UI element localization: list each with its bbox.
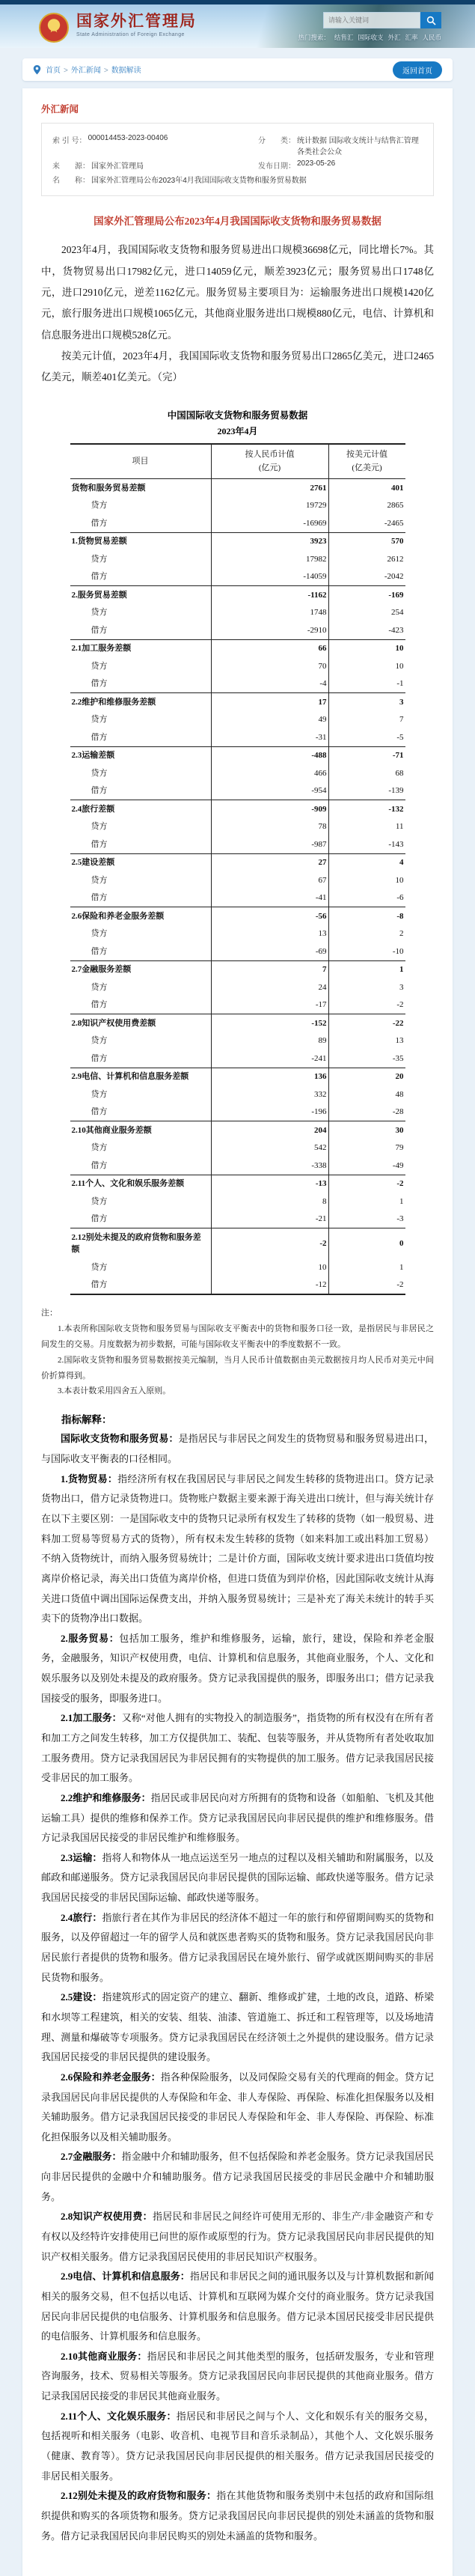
definition-term: 2.3运输：	[61, 1851, 102, 1863]
site-banner	[0, 4, 475, 48]
table-row	[70, 532, 405, 550]
hot-search-item[interactable]: 外汇	[387, 34, 401, 41]
definition-term: 2.5建设：	[61, 1991, 102, 2003]
definition-text: 指将人和物体从一地点运送至另一地点的过程以及相关辅助和附属服务，以及邮政和邮递服务。贷方记录我国居民向非居民提供的国际运输、邮政快递等服务。借方记录我国居民接受的非居民国际运输、邮政快递等服务。	[41, 1851, 434, 1904]
row-usd-value: 20	[328, 1068, 405, 1085]
row-item-label: 2.4旅行差额	[70, 800, 212, 818]
row-item-label: 借方	[70, 728, 212, 746]
row-rmb-value: -17	[211, 996, 328, 1014]
breadcrumb	[46, 63, 141, 76]
row-item-label: 2.3运输差额	[70, 746, 212, 764]
table-row	[70, 889, 405, 907]
definition-text: 指建筑形式的固定资产的建立、翻新、维修或扩建，土地的改良，道路、桥梁和水坝等工程建筑，相关的安装、组装、油漆、管道施工、拆迁和工程管理等，以及场地清理、测量和爆破等专项服务。贷方记录我国居民在经济领土之外提供的建设服务。借方记录我国居民接受的非居民提供的建设服务。	[41, 1991, 434, 2063]
notes-list	[41, 1321, 434, 1399]
table-row	[70, 639, 405, 657]
row-usd-value: -6	[396, 893, 404, 903]
breadcrumb-item[interactable]: 首页	[46, 67, 61, 75]
hot-search-item[interactable]: 国际收支	[358, 34, 384, 41]
row-rmb-value: 70	[211, 657, 328, 675]
row-item-label: 2.7金融服务差额	[70, 960, 212, 978]
row-usd-value: 0	[328, 1228, 405, 1259]
document-meta-box	[41, 123, 434, 196]
meta-source-label: 来 源：	[52, 162, 90, 171]
row-item-label: 2.10其他商业服务差额	[70, 1121, 212, 1139]
table-row	[70, 693, 405, 711]
row-item-label: 贷方	[70, 1085, 212, 1103]
definition-term: 2.12别处未提及的政府货物和服务：	[61, 2490, 217, 2502]
row-item-label: 2.2维护和维修服务差额	[70, 693, 212, 711]
definition-text: 指经济所有权在我国居民与非居民之间发生转移的货物进出口。贷方记录货物出口，借方记录货物进口。货物账户数据主要来源于海关进出口统计，但与海关统计存在以下主要区别：一是国际收支中的货物只记录所有权发生了转移的货物（如一般贸易、进料加工贸易等贸易方式的货物），所有权未发生转移的货物（如来料加工或出料加工贸易）不纳入货物统计，而纳入服务贸易统计；二是计价方面，国际收支统计要求进出口货值均按离岸价格记录，海关出口货值为离岸价格，但进口货值为到岸价格，因此国际收支统计从海关进口货值中调出国际运保费支出，并纳入服务贸易统计；三是补充了海关未统计的转手买卖下的货物净出口数据。	[41, 1473, 434, 1625]
table-row	[70, 497, 405, 515]
meta-category-label: 分 类：	[258, 137, 295, 145]
table-row	[70, 764, 405, 782]
row-usd-value: -2042	[384, 572, 404, 582]
row-item-label: 2.8知识产权使用费差额	[70, 1014, 212, 1032]
table-row	[70, 996, 405, 1014]
definition-text: 指各种保险服务，以及同保险交易有关的代理商的佣金。贷方记录我国居民向非居民提供的人寿保险和年金、非人寿保险、再保险、标准化担保服务以及相关辅助服务。借方记录我国居民接受的非居民人寿保险和年金、非人寿保险、再保险、标准化担保服务以及相关辅助服务。	[41, 2071, 434, 2143]
row-item-label: 贷方	[70, 925, 212, 943]
table-title: 中国国际收支货物和服务贸易数据	[167, 409, 308, 421]
table-row	[70, 1228, 405, 1259]
row-rmb-value: -488	[211, 746, 328, 764]
table-row	[70, 925, 405, 943]
definition-text: 是指居民与非居民之间发生的货物贸易和服务贸易进出口，与国际收支平衡表的口径相同。	[41, 1433, 434, 1465]
row-item-label: 贷方	[70, 550, 212, 568]
definition-term: 2.8知识产权使用费：	[61, 2211, 153, 2223]
row-item-label: 借方	[70, 782, 212, 800]
row-rmb-value: -69	[211, 943, 328, 960]
row-usd-value: -28	[392, 1107, 404, 1117]
row-rmb-value: -338	[211, 1157, 328, 1175]
definition-text: 指居民和非居民之间的通讯服务以及与计算机数据和新闻相关的服务交易，但不包括以电话、计算机和互联网为媒介交付的商业服务。贷方记录我国居民向非居民提供的电信服务、计算机服务和信息服务。借方记录本国居民接受非居民提供的电信服务、计算机服务和信息服务。	[41, 2271, 434, 2342]
table-row	[70, 621, 405, 639]
row-item-label: 贷方	[70, 818, 212, 836]
table-row	[70, 711, 405, 729]
row-rmb-value: 3923	[211, 532, 328, 550]
row-item-label: 借方	[70, 943, 212, 960]
row-item-label: 贷方	[70, 1139, 212, 1157]
row-usd-value: 4	[328, 853, 405, 871]
row-rmb-value: 27	[211, 853, 328, 871]
row-rmb-value: -152	[211, 1014, 328, 1032]
row-usd-value: 1	[399, 1196, 404, 1206]
row-rmb-value: 66	[211, 639, 328, 657]
row-usd-value: -71	[328, 746, 405, 764]
row-item-label: 贷方	[70, 871, 212, 889]
table-row	[70, 1103, 405, 1121]
row-item-label: 贷方	[70, 604, 212, 622]
row-usd-value: 254	[391, 608, 404, 618]
site-title: 国家外汇管理局	[76, 13, 197, 30]
col-header-usd: 按美元计值 (亿美元)	[328, 444, 405, 479]
section-title: 外汇新闻	[41, 104, 79, 115]
row-rmb-value: 466	[211, 764, 328, 782]
definition-term: 2.1加工服务：	[61, 1712, 122, 1724]
row-rmb-value: -21	[211, 1211, 328, 1228]
hot-search-list	[330, 34, 441, 41]
note-item: 2.国际收支货物和服务贸易数据按美元编制，当月人民币计值数据由美元数据按月均人民币对美元中间价折算得到。	[41, 1355, 434, 1380]
row-usd-value: 2612	[387, 554, 404, 564]
note-item: 3.本表计数采用四舍五入原则。	[58, 1386, 171, 1396]
row-rmb-value: 17	[211, 693, 328, 711]
content-card	[22, 88, 453, 2576]
article-body	[41, 240, 434, 388]
meta-category	[258, 134, 423, 156]
row-rmb-value: -14059	[211, 568, 328, 586]
row-item-label: 贷方	[70, 497, 212, 515]
row-usd-value: -35	[392, 1053, 404, 1063]
meta-index-label: 索 引 号：	[52, 137, 87, 145]
row-item-label: 2.12别处未提及的政府货物和服务差额	[70, 1228, 212, 1259]
definition-item	[41, 1988, 434, 2068]
row-rmb-value: 13	[211, 925, 328, 943]
row-rmb-value: 10	[211, 1258, 328, 1276]
definition-text: 包括加工服务，维护和维修服务，运输，旅行，建设，保险和养老金服务，金融服务，知识产权使用费，电信、计算机和信息服务，其他商业服务，个人、文化和娱乐服务以及别处未提及的政府服务。贷方记录我国提供的服务，即服务出口；借方记录我国接受的服务，即服务进口。	[41, 1632, 434, 1704]
definition-item	[41, 1429, 434, 1469]
row-rmb-value: 542	[211, 1139, 328, 1157]
definition-item	[41, 1470, 434, 1629]
row-item-label: 借方	[70, 514, 212, 532]
row-usd-value: -2465	[384, 518, 404, 528]
location-pin-icon	[33, 65, 41, 75]
row-usd-value: -22	[328, 1014, 405, 1032]
trade-table-body	[70, 479, 405, 1295]
row-rmb-value: 332	[211, 1085, 328, 1103]
table-row	[70, 514, 405, 532]
table-row	[70, 586, 405, 604]
definition-text: 指金融中介和辅助服务，但不包括保险和养老金服务。贷方记录我国居民向非居民提供的金融中介和辅助服务。借方记录我国居民接受的非居民金融中介和辅助服务。	[41, 2151, 434, 2202]
hot-search-item[interactable]: 结售汇	[334, 34, 354, 41]
row-usd-value: 3	[328, 693, 405, 711]
definition-item	[41, 1708, 434, 1788]
col-header-item: 项目	[70, 444, 212, 479]
row-rmb-value: -2910	[211, 621, 328, 639]
table-row	[70, 1211, 405, 1228]
row-item-label: 2.11个人、文化和娱乐服务差额	[70, 1175, 212, 1193]
row-usd-value: 10	[395, 875, 404, 885]
row-item-label: 货物和服务贸易差额	[70, 479, 212, 497]
row-rmb-value: -41	[211, 889, 328, 907]
table-row	[70, 1193, 405, 1211]
row-usd-value: -1	[396, 679, 404, 689]
row-usd-value: -169	[328, 586, 405, 604]
meta-date-label: 发布日期：	[258, 162, 295, 171]
table-row	[70, 943, 405, 960]
row-usd-value: 570	[328, 532, 405, 550]
definition-text: 指旅行者在其作为非居民的经济体不超过一年的旅行和停留期间购买的货物和服务，以及停留超过一年的留学人员和就医患者购买的货物和服务。贷方记录我国居民向非居民旅行者提供的货物和服务。借方记录我国居民在境外旅行、留学或就医期间购买的非居民货物和服务。	[41, 1911, 434, 1983]
table-row	[70, 978, 405, 996]
table-row	[70, 871, 405, 889]
table-row	[70, 853, 405, 871]
table-row	[70, 1014, 405, 1032]
row-usd-value: 11	[395, 822, 404, 832]
breadcrumb-item[interactable]: 外汇新闻	[70, 67, 101, 75]
definition-term: 2.7金融服务：	[61, 2151, 122, 2163]
notes-block	[41, 1306, 434, 1399]
row-item-label: 2.1加工服务差额	[70, 639, 212, 657]
row-rmb-value: -31	[211, 728, 328, 746]
table-subtitle: 2023年4月	[217, 425, 258, 436]
row-item-label: 2.服务贸易差额	[70, 586, 212, 604]
row-item-label: 贷方	[70, 657, 212, 675]
row-rmb-value: -16969	[211, 514, 328, 532]
table-row	[70, 1276, 405, 1295]
row-rmb-value: -4	[211, 675, 328, 693]
row-rmb-value: 8	[211, 1193, 328, 1211]
row-rmb-value: 78	[211, 818, 328, 836]
definition-item	[41, 1848, 434, 1908]
table-header-row	[70, 444, 405, 479]
row-usd-value: -2	[396, 1280, 404, 1290]
definition-term: 2.11个人、文化娱乐服务：	[61, 2410, 177, 2422]
definition-term: 2.2维护和维修服务：	[61, 1791, 151, 1803]
row-item-label: 借方	[70, 675, 212, 693]
row-item-label: 贷方	[70, 1032, 212, 1050]
article-paragraph: 按美元计值，2023年4月，我国国际收支货物和服务贸易出口2865亿美元，进口2465亿美元，顺差401亿美元。（完）	[41, 350, 434, 383]
row-rmb-value: 49	[211, 711, 328, 729]
row-item-label: 借方	[70, 835, 212, 853]
hot-search-item[interactable]: 人民币	[422, 34, 441, 41]
search-button[interactable]	[420, 12, 441, 28]
row-item-label: 1.货物贸易差额	[70, 532, 212, 550]
row-rmb-value: -954	[211, 782, 328, 800]
row-usd-value: -10	[392, 946, 404, 956]
definition-item	[41, 2486, 434, 2546]
row-rmb-value: 67	[211, 871, 328, 889]
row-usd-value: 3	[399, 982, 404, 992]
definition-term: 2.9电信、计算机和信息服务：	[61, 2271, 190, 2283]
row-item-label: 借方	[70, 1276, 212, 1295]
table-row	[70, 657, 405, 675]
row-rmb-value: -2	[211, 1228, 328, 1259]
row-usd-value: 2	[399, 929, 404, 939]
row-rmb-value: -1162	[211, 586, 328, 604]
row-usd-value: -49	[392, 1160, 404, 1170]
definition-item	[41, 2207, 434, 2267]
meta-source	[52, 159, 258, 171]
definition-term: 2.10其他商业服务：	[61, 2350, 147, 2362]
table-row	[70, 604, 405, 622]
row-rmb-value: 89	[211, 1032, 328, 1050]
row-item-label: 贷方	[70, 1258, 212, 1276]
table-row	[70, 818, 405, 836]
meta-category-value: 统计数据 国际收支统计与结售汇管理 各类社会公众	[297, 137, 419, 156]
table-row	[70, 1085, 405, 1103]
article-paragraph: 2023年4月，我国国际收支货物和服务贸易进出口规模36698亿元，同比增长7%。其中，货物贸易出口17982亿元，进口14059亿元，顺差3923亿元；服务贸易出口1748亿元，进口2910亿元，逆差1162亿元。服务贸易主要项目为：运输服务进出口规模1420亿元，旅行服务进出口规模1065亿元，其他商业服务进出口规模880亿元，电信、计算机和信息服务进出口规模528亿元。	[41, 244, 434, 341]
site-brand	[76, 12, 197, 37]
row-usd-value: 13	[395, 1036, 404, 1046]
row-usd-value: 1	[328, 960, 405, 978]
table-row	[70, 960, 405, 978]
definition-item	[41, 1908, 434, 1988]
table-row	[70, 746, 405, 764]
table-row	[70, 728, 405, 746]
definition-text: 指在其他货物和服务类别中未包括的政府和国际组织提供和购买的各项货物和服务。贷方记录我国居民向非居民提供的别处未涵盖的货物和服务。借方记录我国居民向非居民购买的别处未涵盖的货物和服务。	[41, 2490, 434, 2542]
table-row	[70, 800, 405, 818]
row-usd-value: -3	[396, 1214, 404, 1224]
row-item-label: 借方	[70, 568, 212, 586]
meta-name	[52, 174, 307, 185]
row-rmb-value: -241	[211, 1050, 328, 1068]
row-rmb-value: 19729	[211, 497, 328, 515]
row-rmb-value: -13	[211, 1175, 328, 1193]
definition-item	[41, 1629, 434, 1709]
row-rmb-value: 24	[211, 978, 328, 996]
definition-item	[41, 2267, 434, 2347]
row-usd-value: 10	[328, 639, 405, 657]
row-usd-value: -423	[388, 625, 404, 635]
meta-date	[258, 159, 335, 171]
row-item-label: 借方	[70, 621, 212, 639]
meta-source-value: 国家外汇管理局	[91, 162, 144, 171]
definition-term: 2.服务贸易：	[61, 1632, 120, 1644]
note-item: 1.本表所称国际收支货物和服务贸易与国际收支平衡表中的货物和服务口径一致，是指居民与非居民之间发生的交易。月度数据为初步数据，可能与国际收支平衡表中的季度数据不一致。	[41, 1324, 434, 1349]
meta-date-value: 2023-05-26	[297, 159, 336, 168]
definitions-list	[41, 1429, 434, 2546]
row-rmb-value: -12	[211, 1276, 328, 1295]
meta-index	[52, 134, 258, 156]
table-row	[70, 568, 405, 586]
row-item-label: 2.5建设差额	[70, 853, 212, 871]
meta-name-label: 名 称：	[52, 177, 90, 185]
row-item-label: 贷方	[70, 978, 212, 996]
row-item-label: 贷方	[70, 711, 212, 729]
definition-item	[41, 1788, 434, 1848]
definition-term: 1.货物贸易：	[61, 1473, 118, 1485]
table-row	[70, 479, 405, 497]
row-rmb-value: 7	[211, 960, 328, 978]
row-usd-value: 10	[395, 661, 404, 671]
definition-item	[41, 2347, 434, 2407]
row-item-label: 借方	[70, 1050, 212, 1068]
table-row	[70, 782, 405, 800]
row-usd-value: -132	[328, 800, 405, 818]
table-row	[70, 1068, 405, 1085]
breadcrumb-bar	[22, 58, 453, 81]
row-rmb-value: 17982	[211, 550, 328, 568]
table-row	[70, 907, 405, 925]
definition-text: 指居民和非居民之间经许可使用无形的、非生产/非金融资产和专有权以及经特许安排使用已问世的原作或原型的行为。贷方记录我国居民向非居民提供的知识产权相关服务。借方记录我国居民使用的非居民知识产权服务。	[41, 2211, 434, 2262]
row-item-label: 2.9电信、计算机和信息服务差额	[70, 1068, 212, 1085]
row-rmb-value: 1748	[211, 604, 328, 622]
row-rmb-value: -196	[211, 1103, 328, 1121]
notes-label: 注：	[41, 1309, 58, 1318]
row-item-label: 贷方	[70, 764, 212, 782]
row-item-label: 贷方	[70, 1193, 212, 1211]
table-row	[70, 835, 405, 853]
hot-search-item[interactable]: 汇率	[405, 34, 418, 41]
row-rmb-value: -987	[211, 835, 328, 853]
row-item-label: 借方	[70, 1103, 212, 1121]
hot-search-label: 热门搜索：	[298, 34, 330, 41]
table-row	[70, 1258, 405, 1276]
table-row	[70, 1139, 405, 1157]
definitions-heading: 指标解释：	[61, 1414, 112, 1426]
definition-item	[41, 2068, 434, 2148]
table-row	[70, 550, 405, 568]
row-usd-value: -143	[388, 839, 404, 849]
row-rmb-value: -909	[211, 800, 328, 818]
row-usd-value: -8	[328, 907, 405, 925]
row-rmb-value: 2761	[211, 479, 328, 497]
table-row	[70, 1157, 405, 1175]
table-row	[70, 675, 405, 693]
definition-item	[41, 2407, 434, 2487]
definition-term: 2.6保险和养老金服务：	[61, 2071, 161, 2083]
national-emblem-icon: ★	[39, 13, 69, 43]
definition-text: 指居民和非居民之间其他类型的服务，包括研发服务，专业和管理咨询服务，技术、贸易相关等服务。贷方记录我国居民向非居民提供的其他商业服务。借方记录我国居民接受的非居民其他商业服务。	[41, 2350, 434, 2402]
search-input[interactable]	[323, 12, 420, 28]
row-item-label: 2.6保险和养老金服务差额	[70, 907, 212, 925]
site-title-en: State Administration of Foreign Exchange	[76, 32, 185, 38]
article-title: 国家外汇管理局公布2023年4月我国国际收支货物和服务贸易数据	[94, 216, 381, 227]
meta-index-value: 000014453-2023-00406	[88, 134, 168, 142]
row-rmb-value: 136	[211, 1068, 328, 1085]
row-usd-value: -5	[396, 732, 404, 742]
row-rmb-value: -56	[211, 907, 328, 925]
row-usd-value: 2865	[387, 501, 404, 511]
table-row	[70, 1032, 405, 1050]
definition-text: 指居民或非居民向对方所拥有的货物和设备（如船舶、飞机及其他运输工具）提供的维修和保养工作。贷方记录我国居民向非居民提供的维护和维修服务。借方记录我国居民接受的非居民维护和维修服务。	[41, 1791, 434, 1844]
row-usd-value: -2	[396, 1000, 404, 1010]
definition-text: 又称“对他人拥有的实物投入的制造服务”，指货物的所有权没有在所有者和加工方之间发生转移，加工方仅提供加工、装配、包装等服务，并从货物所有者处收取加工服务费用。贷方记录我国居民为非居民拥有的实物提供的加工服务。借方记录我国居民接受非居民的加工服务。	[41, 1712, 434, 1784]
meta-name-value: 国家外汇管理局公布2023年4月我国国际收支货物和服务贸易数据	[91, 177, 307, 185]
row-rmb-value: 204	[211, 1121, 328, 1139]
definition-item	[41, 2147, 434, 2207]
table-row	[70, 1175, 405, 1193]
row-item-label: 借方	[70, 996, 212, 1014]
row-usd-value: 7	[399, 715, 404, 725]
row-item-label: 借方	[70, 1211, 212, 1228]
breadcrumb-item[interactable]: 数据解读	[111, 67, 141, 75]
col-header-rmb: 按人民币计值 (亿元)	[211, 444, 328, 479]
row-item-label: 借方	[70, 1157, 212, 1175]
breadcrumb-separator: >	[64, 67, 68, 75]
table-row	[70, 1121, 405, 1139]
row-usd-value: -2	[328, 1175, 405, 1193]
row-usd-value: 1	[399, 1262, 404, 1272]
definition-text: 指居民和非居民之间与个人、文化和娱乐有关的服务交易，包括视听和相关服务（电影、收音机、电视节目和音乐录制品），其他个人、文化娱乐服务（健康、教育等）。贷方记录我国居民向非居民提供的相关服务。借方记录我国居民接受的非居民相关服务。	[41, 2410, 434, 2482]
row-usd-value: 48	[395, 1089, 404, 1099]
definition-term: 2.4旅行：	[61, 1911, 102, 1923]
hot-search-bar	[298, 33, 441, 42]
back-home-button[interactable]: 返回首页	[393, 61, 442, 79]
row-usd-value: 79	[395, 1143, 404, 1153]
definition-term: 国际收支货物和服务贸易：	[61, 1433, 179, 1445]
row-usd-value: 68	[395, 768, 404, 778]
trade-data-table	[70, 443, 405, 1295]
row-usd-value: 401	[328, 479, 405, 497]
search-icon	[426, 16, 436, 25]
row-usd-value: -139	[388, 786, 404, 796]
row-usd-value: 30	[328, 1121, 405, 1139]
breadcrumb-separator: >	[103, 67, 108, 75]
table-row	[70, 1050, 405, 1068]
row-item-label: 借方	[70, 889, 212, 907]
